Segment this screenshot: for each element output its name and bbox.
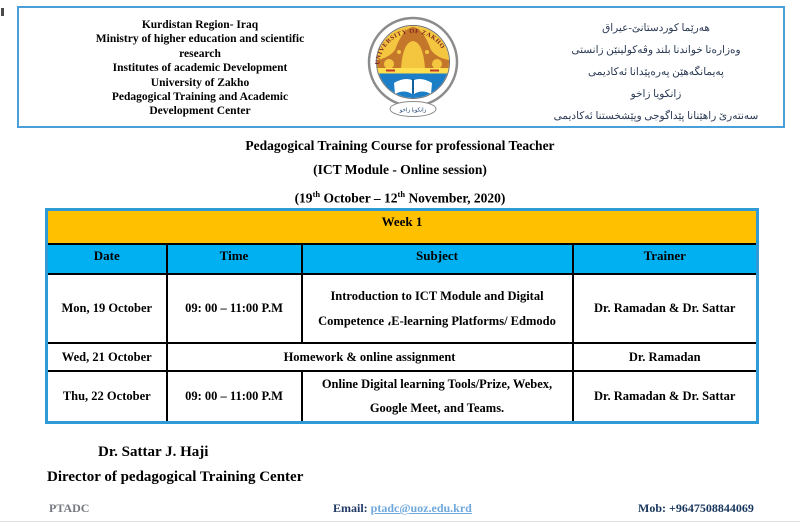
cell-subject: Introduction to ICT Module and Digital Competence ،E-learning Platforms/ Edmodo: [302, 274, 573, 343]
table-row: [47, 274, 758, 343]
footer-mobile: Mob: +9647508844069: [638, 501, 754, 515]
cell-subject: Online Digital learning Tools/Prize, Webex, Google Meet, and Teams.: [302, 371, 573, 422]
col-header-date: Date: [47, 244, 167, 274]
cell-trainer: Dr. Ramadan & Dr. Sattar: [573, 274, 758, 343]
university-logo-icon: [367, 16, 459, 120]
col-header-trainer: Trainer: [573, 244, 758, 274]
footer-email: [333, 501, 472, 516]
letterhead-line: research: [179, 47, 221, 60]
letterhead-english-block: [49, 18, 351, 119]
col-header-subject: Subject: [302, 244, 573, 274]
page-bottom-divider: [0, 521, 800, 522]
course-title: Pedagogical Training Course for professional Teacher: [245, 138, 555, 153]
letterhead-line: Institutes of academic Development: [112, 62, 288, 75]
course-dates: (19th October – 12th November, 2020): [294, 189, 506, 206]
cell-time: 09: 00 – 11:00 P.M: [167, 371, 302, 422]
cell-trainer: Dr. Ramadan: [573, 343, 758, 371]
letterhead-line: Ministry of higher education and scientific: [95, 33, 305, 46]
table-row: [47, 371, 758, 422]
letterhead-kurdish-line: پەیمانگەهێن پەرەپێدانا ئەکادیمی: [588, 67, 724, 78]
signature-name: Dr. Sattar J. Haji: [98, 444, 209, 460]
cell-trainer: Dr. Ramadan & Dr. Sattar: [573, 371, 758, 422]
footer-ptadc: PTADC: [49, 501, 90, 515]
letterhead-kurdish-line: زانکویا زاخو: [630, 89, 682, 100]
letterhead-line: Kurdistan Region- Iraq: [141, 19, 259, 31]
col-header-time: Time: [167, 244, 302, 274]
cell-date: Thu, 22 October: [47, 371, 167, 422]
letterhead-line: Development Center: [149, 105, 251, 118]
letterhead-kurdish-block: [537, 18, 775, 128]
week-label: Week 1: [47, 210, 758, 245]
logo-banner-text: زانكويا زاخو: [399, 107, 427, 114]
university-logo: [367, 16, 459, 120]
logo-arc-text: UNIVERSITY OF ZAKHO: [374, 27, 447, 66]
course-subtitle: (ICT Module - Online session): [313, 162, 487, 177]
email-label: Email:: [333, 501, 371, 515]
week-header-row: [47, 210, 758, 245]
letterhead-line: Pedagogical Training and Academic: [111, 91, 289, 104]
letterhead-line: University of Zakho: [150, 76, 250, 89]
letterhead-kurdish-line: هەرێما کوردستانێ-عیراق: [602, 23, 710, 34]
letterhead-kurdish-line: وەزارەتا خواندنا بلند وڤەکولینێن زانستی: [571, 45, 741, 56]
cell-subject-merged: Homework & online assignment: [167, 343, 573, 371]
email-link[interactable]: ptadc@uoz.edu.krd: [370, 501, 472, 515]
letterhead-kurdish-line: سەنتەرێ راهێنانا پێداگوجی وپێشخستنا ئەکادیمی: [553, 111, 759, 122]
table-row: [47, 343, 758, 371]
cell-date: Wed, 21 October: [47, 343, 167, 371]
cell-time: 09: 00 – 11:00 P.M: [167, 274, 302, 343]
column-header-row: [47, 244, 758, 274]
cell-date: Mon, 19 October: [47, 274, 167, 343]
signature-role: Director of pedagogical Training Center: [47, 469, 304, 485]
schedule-table: [45, 208, 759, 424]
course-title-block: [0, 134, 800, 206]
scan-artifact: [1, 8, 4, 16]
letterhead-box: [17, 6, 785, 128]
